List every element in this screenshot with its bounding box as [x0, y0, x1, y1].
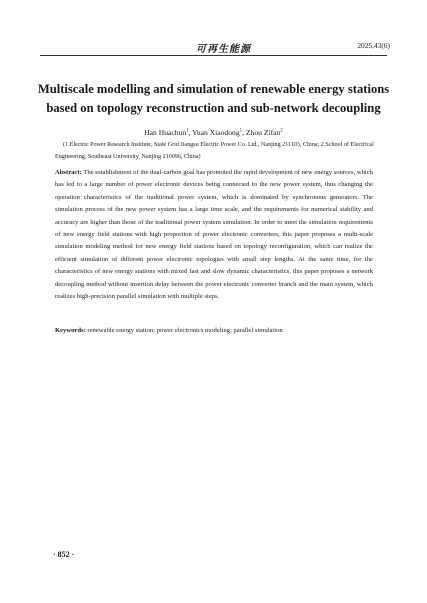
author-separator: , [188, 128, 193, 137]
author-name: Yuan Xiaodong [192, 128, 240, 137]
affiliations: (1.Electric Power Research Institute, State Grid Jiangsu Electric Power Co. Ltd., Nanjing 211103, China; 2.School of Electrical Engineering, Southeast University, Nanjing 210096, China) [55, 142, 374, 160]
author-list [30, 128, 397, 137]
keywords-text: renewable energy station; power electronics modeling; parallel simulation [85, 327, 283, 334]
author-affiliation-mark: 2 [280, 128, 283, 134]
page-number: · 852 · [53, 550, 75, 559]
abstract [55, 167, 373, 303]
running-header [0, 0, 427, 56]
issue-number: 2025,43(6) [357, 41, 390, 50]
journal-name: 可再生能源 [196, 44, 251, 55]
author-name: Han Huachun [144, 128, 187, 137]
author [192, 128, 246, 137]
author-name: Zhou Zifan [245, 128, 281, 137]
author-affiliation-mark: 1 [239, 128, 243, 134]
author-affiliation-mark: 1 [186, 128, 189, 134]
author-separator: , [242, 128, 246, 137]
abstract-label: Abstract: [55, 169, 82, 176]
keywords-label: Keywords: [55, 327, 86, 334]
author [246, 128, 283, 137]
keywords [55, 327, 385, 334]
header-rule [40, 55, 387, 56]
abstract-text: The establishment of the dual-carbon goal has promoted the rapid development of new energy sources, which has led to a large number of power electronic devices being connected to the new power system, thus changing the operation characteristics of the traditional power system, which is dominated by synchronous generators. The simulation process of the new power system has a large time scale, and the requirements for numerical stability and accuracy are higher than those of the traditional power system simulation. In order to meet the simulation requirements of new energy field stations with high proportion of power electronic converters, this paper proposes a multi-scale simulation modeling method for new energy field stations based on topology reconfiguration, which can realize the efficient simulation of different power electronic topologies with small step lengths. At the same time, for the characteristics of new energy stations with mixed fast and slow dynamic characteristics, this paper proposes a network decoupling method without insertion delay between the power electronic converter branch and the main system, which realizes high-precision parallel simulation with multiple steps. [55, 169, 373, 301]
author [144, 128, 192, 137]
paper-title: Multiscale modelling and simulation of renewable energy stations based on topology reconstruction and sub-network decoupling [37, 82, 390, 115]
